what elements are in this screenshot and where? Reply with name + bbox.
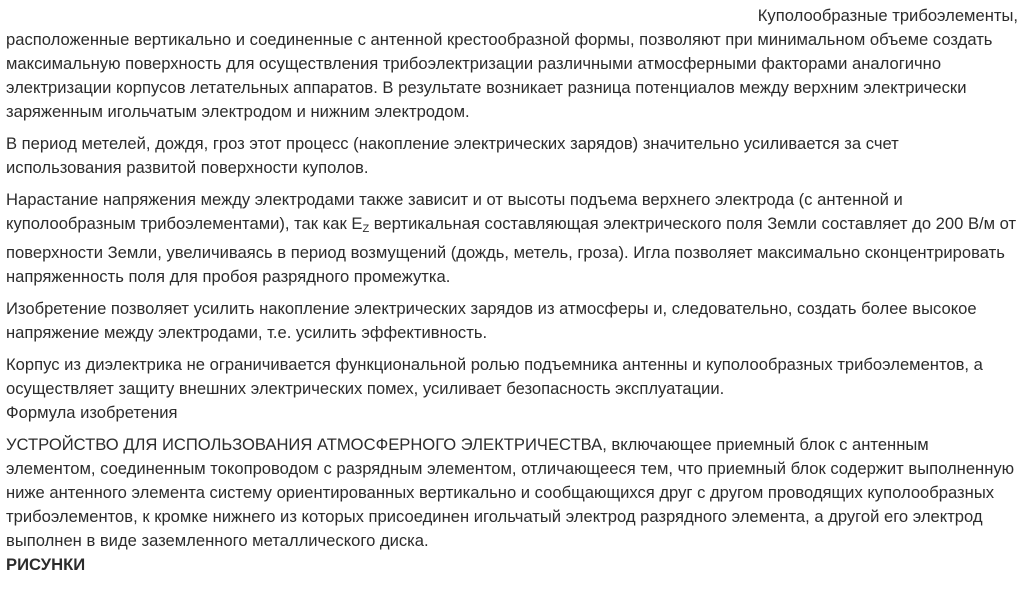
paragraph-4 (6, 297, 1018, 345)
paragraph-6-text: УСТРОЙСТВО ДЛЯ ИСПОЛЬЗОВАНИЯ АТМОСФЕРНОГО ЭЛЕКТРИЧЕСТВА, включающее приемный блок с антенным элементом, соединенным токопроводом с разрядным элементом, отличающееся тем, что приемный блок содержит выполненную ниже антенного элемента систему ориентированных вертикально и сообщающихся друг с другом проводящих куполообразных трибоэлементов, к кромке нижнего из которых присоединен игольчатый электрод разрядного элемента, а другой его электрод выполнен в виде заземленного металлического диска. (6, 435, 1015, 550)
subscript-z: Z (362, 223, 370, 235)
paragraph-4-text: Изобретение позволяет усилить накопление электрических зарядов из атмосферы и, следовательно, создать более высокое напряжение между электродами, т.е. усилить эффективность. (6, 299, 977, 342)
paragraph-1-text: расположенные вертикально и соединенные с антенной крестообразной формы, позволяют при минимальном объеме создать максимальную поверхность для осуществления трибоэлектризации различными атмосферными факторами аналогично электризации корпусов летательных аппаратов. В результате возникает разница потенциалов между верхним электрически заряженным игольчатым электродом и нижним электродом. (6, 30, 993, 121)
paragraph-5 (6, 353, 1018, 425)
paragraph-2-text: В период метелей, дождя, гроз этот процесс (накопление электрических зарядов) значительно усиливается за счет использования развитой поверхности куполов. (6, 134, 899, 177)
paragraph-1-first-line: Куполообразные трибоэлементы, (757, 6, 1018, 25)
paragraph-3 (6, 188, 1018, 289)
paragraph-6 (6, 433, 1018, 577)
document-body (6, 4, 1018, 577)
formula-heading: Формула изобретения (6, 403, 178, 422)
figures-heading: РИСУНКИ (6, 555, 86, 574)
paragraph-5-text: Корпус из диэлектрика не ограничивается функциональной ролью подъемника антенны и куполообразных трибоэлементов, а осуществляет защиту внешних электрических помех, усиливает безопасность эксплуатации. (6, 355, 983, 398)
paragraph-2 (6, 132, 1018, 180)
paragraph-1 (6, 4, 1018, 124)
paragraph-3-text-after: вертикальная составляющая электрического поля Земли составляет до 200 В/м от поверхности Земли, увеличиваясь в период возмущений (дождь, метель, гроза). Игла позволяет максимально сконцентрировать напряженность поля для пробоя разрядного промежутка. (6, 214, 1017, 286)
paragraph-3-text-before: Нарастание напряжения между электродами также зависит и от высоты подъема верхнего электрода (с антенной и куполообразным трибоэлементами), так как E (6, 190, 903, 233)
